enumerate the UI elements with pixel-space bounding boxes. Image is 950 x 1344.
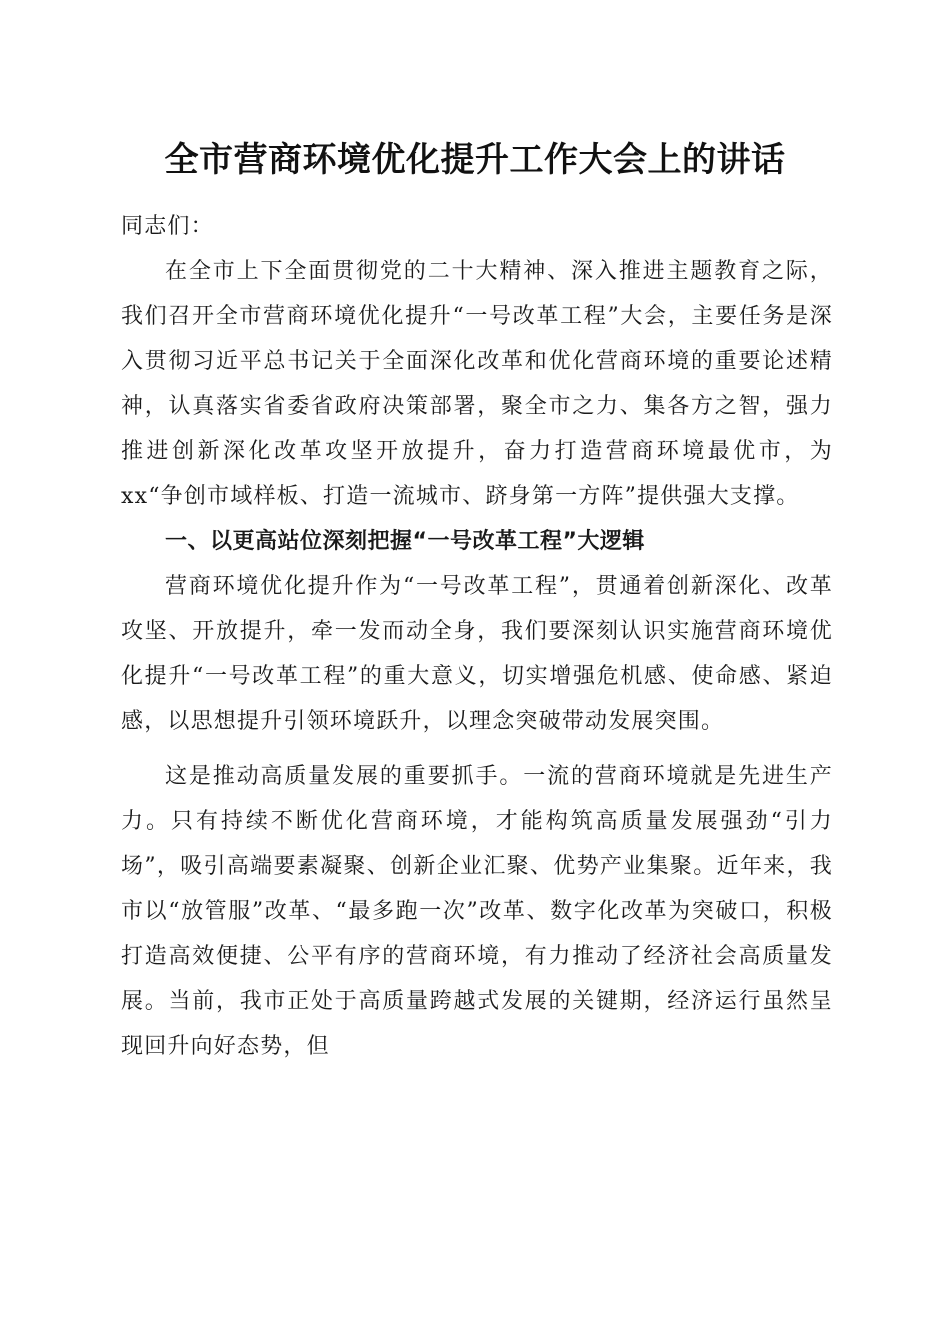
paragraph-section-intro: 营商环境优化提升作为“一号改革工程”，贯通着创新深化、改革攻坚、开放提升，牵一发而动全身，我们要深刻认识实施营商环境优化提升“一号改革工程”的重大意义，切实增强危机感、使命感、紧迫感，以思想提升引领环境跃升，以理念突破带动发展突围。 xyxy=(121,574,833,734)
section-heading: 一、以更高站位深刻把握“一号改革工程”大逻辑 xyxy=(165,529,645,554)
document-body xyxy=(121,204,833,1069)
salutation: 同志们： xyxy=(121,214,214,239)
document-title: 全市营商环境优化提升工作大会上的讲话 xyxy=(164,140,786,180)
paragraph-intro: 在全市上下全面贯彻党的二十大精神、深入推进主题教育之际，我们召开全市营商环境优化提升“一号改革工程”大会，主要任务是深入贯彻习近平总书记关于全面深化改革和优化营商环境的重要论述精神，认真落实省委省政府决策部署，聚全市之力、集各方之智，强力推进创新深化改革攻坚开放提升，奋力打造营商环境最优市，为xx“争创市域样板、打造一流城市、跻身第一方阵”提供强大支撑。 xyxy=(121,259,833,509)
paragraph-key-driver: 这是推动高质量发展的重要抓手。一流的营商环境就是先进生产力。只有持续不断优化营商环境，才能构筑高质量发展强劲“引力场”，吸引高端要素凝聚、创新企业汇聚、优势产业集聚。近年来，我市以“放管服”改革、“最多跑一次”改革、数字化改革为突破口，积极打造高效便捷、公平有序的营商环境，有力推动了经济社会高质量发展。当前，我市正处于高质量跨越式发展的关键期，经济运行虽然呈现回升向好态势，但 xyxy=(121,764,833,1059)
